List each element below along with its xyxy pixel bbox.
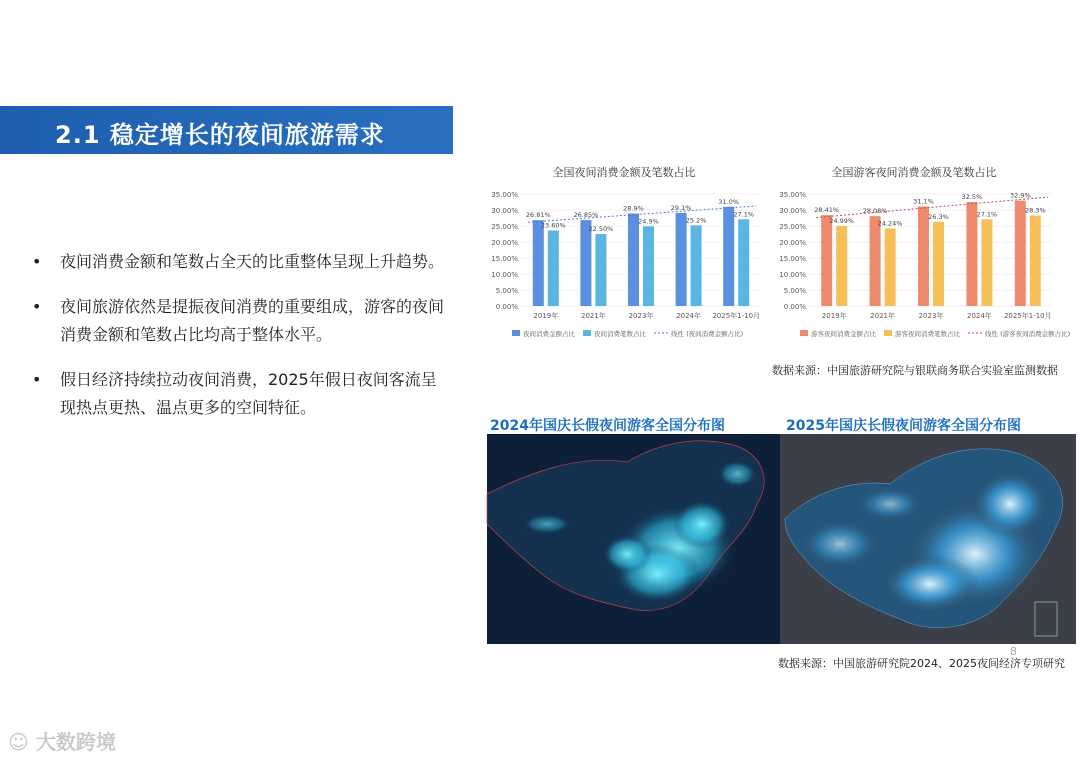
page-number: 8 bbox=[1010, 645, 1017, 658]
bar bbox=[933, 222, 944, 306]
chart-svg bbox=[480, 160, 768, 350]
y-tick-label: 10.00% bbox=[779, 271, 806, 279]
bar bbox=[548, 230, 559, 306]
legend-label: 线性 (夜间消费金额占比) bbox=[671, 330, 744, 338]
bullet-text: 假日经济持续拉动夜间消费，2025年假日夜间客流呈现热点更热、温点更多的空间特征。 bbox=[60, 370, 437, 417]
y-tick-label: 35.00% bbox=[491, 191, 518, 199]
y-tick-label: 0.00% bbox=[783, 303, 806, 311]
bar bbox=[643, 226, 654, 306]
bullet-dot-icon: • bbox=[32, 297, 42, 316]
data-label: 26.85% bbox=[573, 211, 599, 220]
bar bbox=[628, 214, 639, 306]
bullet-list bbox=[30, 248, 450, 439]
y-tick-label: 15.00% bbox=[779, 255, 806, 263]
data-label: 31.0% bbox=[718, 197, 740, 206]
page-title: 2.1 稳定增长的夜间旅游需求 bbox=[55, 121, 385, 149]
bar bbox=[885, 228, 896, 306]
legend-swatch bbox=[884, 330, 892, 336]
x-tick-label: 2024年 bbox=[676, 312, 702, 320]
china-map-2024-image bbox=[487, 434, 780, 644]
data-label: 24.24% bbox=[877, 219, 903, 228]
x-tick-label: 2019年 bbox=[533, 312, 559, 320]
bar bbox=[1030, 215, 1041, 306]
watermark-icon: ☺ bbox=[8, 730, 29, 754]
x-tick-label: 2023年 bbox=[628, 312, 654, 320]
bullet-item bbox=[30, 293, 450, 349]
bar bbox=[595, 234, 606, 306]
data-label: 28.3% bbox=[1024, 206, 1046, 215]
data-label: 32.5% bbox=[961, 193, 983, 201]
y-tick-label: 5.00% bbox=[495, 287, 518, 295]
data-label: 23.60% bbox=[540, 221, 566, 230]
data-label: 27.1% bbox=[976, 210, 998, 219]
y-tick-label: 15.00% bbox=[491, 255, 518, 263]
bullet-item bbox=[30, 366, 450, 422]
china-map-2025-image bbox=[780, 434, 1076, 644]
y-tick-label: 25.00% bbox=[491, 223, 518, 231]
legend-label: 游客夜间消费金额占比 bbox=[811, 330, 876, 338]
bar bbox=[723, 207, 734, 306]
bullet-item bbox=[30, 248, 450, 276]
x-tick-label: 2025年1-10月 bbox=[1003, 312, 1052, 320]
x-tick-label: 2019年 bbox=[821, 312, 847, 320]
map-2025 bbox=[780, 434, 1076, 644]
x-tick-label: 2021年 bbox=[870, 312, 896, 320]
data-label: 28.41% bbox=[814, 206, 840, 215]
data-label: 26.81% bbox=[525, 211, 551, 220]
y-tick-label: 20.00% bbox=[491, 239, 518, 247]
legend-label: 线性 (游客夜间消费金额占比) bbox=[985, 330, 1071, 338]
legend-swatch bbox=[800, 330, 808, 336]
y-tick-label: 5.00% bbox=[783, 287, 806, 295]
chart-national-night-consumption bbox=[480, 160, 768, 354]
x-tick-label: 2025年1-10月 bbox=[712, 312, 761, 320]
x-tick-label: 2024年 bbox=[966, 312, 992, 320]
data-label: 28.08% bbox=[862, 207, 888, 216]
legend-label: 游客夜间消费笔数占比 bbox=[895, 330, 960, 338]
y-tick-label: 30.00% bbox=[491, 207, 518, 215]
bar bbox=[981, 219, 992, 306]
legend-label: 夜间消费笔数占比 bbox=[594, 330, 646, 338]
data-label: 25.2% bbox=[685, 216, 707, 225]
bar bbox=[918, 206, 929, 306]
bar bbox=[870, 216, 881, 306]
legend-label: 夜间消费金额占比 bbox=[523, 330, 575, 338]
x-tick-label: 2023年 bbox=[918, 312, 944, 320]
data-label: 32.9% bbox=[1009, 191, 1031, 200]
bullet-dot-icon: • bbox=[32, 370, 42, 389]
bar bbox=[691, 225, 702, 306]
bullet-dot-icon: • bbox=[32, 252, 42, 271]
bar bbox=[738, 219, 749, 306]
y-tick-label: 30.00% bbox=[779, 207, 806, 215]
bar bbox=[676, 213, 687, 306]
x-tick-label: 2021年 bbox=[580, 312, 606, 320]
data-label: 22.50% bbox=[588, 225, 614, 233]
watermark-text: 大数跨境 bbox=[35, 730, 116, 754]
chart-title: 全国夜间消费金额及笔数占比 bbox=[552, 166, 696, 179]
y-tick-label: 0.00% bbox=[495, 303, 518, 311]
title-banner bbox=[0, 106, 453, 154]
bullet-text: 夜间消费金额和笔数占全天的比重整体呈现上升趋势。 bbox=[60, 252, 445, 271]
data-label: 24.99% bbox=[829, 217, 855, 226]
y-tick-label: 20.00% bbox=[779, 239, 806, 247]
y-tick-label: 25.00% bbox=[779, 223, 806, 231]
data-label: 24.9% bbox=[638, 217, 659, 226]
bullet-text: 夜间旅游依然是提振夜间消费的重要组成，游客的夜间消费金额和笔数占比均高于整体水平。 bbox=[60, 297, 445, 344]
chart-tourist-night-consumption bbox=[768, 160, 1071, 354]
legend-swatch bbox=[512, 330, 520, 336]
data-label: 29.1% bbox=[670, 203, 692, 212]
chart-svg bbox=[768, 160, 1071, 350]
data-label: 27.1% bbox=[733, 210, 755, 219]
bar bbox=[1015, 201, 1026, 306]
data-source-1: 数据来源：中国旅游研究院与银联商务联合实验室监测数据 bbox=[772, 364, 1058, 377]
data-label: 28.9% bbox=[623, 204, 644, 213]
map-2024-title: 2024年国庆长假夜间游客全国分布图 bbox=[490, 418, 725, 434]
data-label: 26.3% bbox=[928, 212, 949, 221]
y-tick-label: 35.00% bbox=[779, 191, 806, 199]
bar bbox=[836, 226, 847, 306]
legend-swatch bbox=[583, 330, 591, 336]
map-2024 bbox=[487, 434, 780, 644]
map-2025-title: 2025年国庆长假夜间游客全国分布图 bbox=[786, 418, 1021, 434]
watermark-logo bbox=[8, 726, 116, 755]
data-label: 31.1% bbox=[913, 197, 934, 206]
bar bbox=[533, 220, 544, 306]
data-source-2: 数据来源：中国旅游研究院2024、2025夜间经济专项研究 bbox=[778, 657, 1065, 670]
bar bbox=[821, 215, 832, 306]
chart-title: 全国游客夜间消费金额及笔数占比 bbox=[831, 166, 997, 179]
y-tick-label: 10.00% bbox=[491, 271, 518, 279]
